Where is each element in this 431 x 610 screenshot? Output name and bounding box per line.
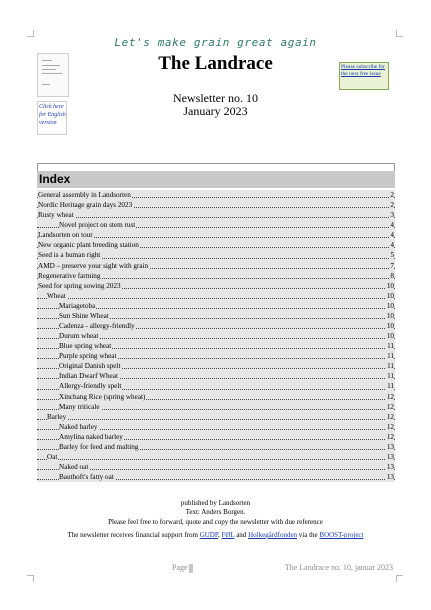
margin-corner-bottom-right — [396, 575, 403, 582]
toc-entry-label: Blue spring wheat — [59, 342, 112, 351]
toc-entry-page: 13 — [386, 453, 394, 462]
toc-entry[interactable] — [37, 301, 395, 311]
margin-corner-bottom-left — [27, 575, 34, 582]
toc-entry[interactable] — [37, 281, 395, 291]
toc-entry-label: Mariagetoba — [59, 301, 96, 310]
english-version-link[interactable]: Click here for English version — [37, 101, 67, 135]
published-by: published by Landsorten — [180, 499, 251, 507]
toc-entry-page: 12 — [386, 392, 394, 401]
sponsor-separator: , — [217, 531, 220, 539]
page-footer-label — [172, 563, 193, 573]
toc-entry[interactable] — [37, 200, 395, 210]
toc-entry[interactable] — [37, 361, 395, 371]
support-via: via the — [298, 531, 318, 539]
toc-entry[interactable] — [37, 250, 395, 260]
toc-entry-label: General assembly in Landsorten — [38, 191, 131, 199]
index-heading: Index — [37, 171, 395, 188]
toc-entry-page: 13 — [386, 442, 394, 451]
toc-entry[interactable] — [37, 412, 395, 422]
toc-entry-label: Wheat — [47, 291, 66, 300]
toc-entry-page: 8 — [390, 271, 394, 280]
issue-date: January 2023 — [183, 104, 248, 118]
toc-entry-label: New organic plant breeding station — [38, 241, 139, 250]
toc-entry[interactable] — [37, 331, 395, 341]
support-prefix: The newsletter receives financial support from — [67, 531, 198, 539]
toc-entry-page: 12 — [386, 432, 394, 441]
table-of-contents — [37, 190, 395, 482]
toc-entry-label: Seed for spring sowing 2023 — [38, 281, 121, 290]
toc-entry-label: Xinchang Rice (spring wheat) — [59, 392, 146, 401]
toc-entry-label: Purple spring wheat — [59, 352, 117, 361]
toc-entry-label: Regenerative farming — [38, 271, 101, 280]
toc-entry[interactable] — [37, 432, 395, 442]
toc-entry-label: Indian Dwarf Wheat — [59, 372, 118, 381]
toc-entry-page: 13 — [386, 473, 394, 482]
toc-entry[interactable] — [37, 452, 395, 462]
toc-entry-page: 11 — [387, 362, 394, 371]
toc-entry[interactable] — [37, 240, 395, 250]
toc-entry-page: 7 — [390, 261, 394, 270]
toc-entry-label: Naked oat — [59, 463, 89, 472]
cover-thumbnail-image — [37, 53, 69, 97]
toc-entry[interactable] — [37, 462, 395, 472]
page-number-field — [189, 564, 193, 573]
sponsor-fol-link[interactable]: FØL — [221, 531, 235, 539]
issue-info — [0, 92, 431, 118]
toc-entry-page: 10 — [386, 291, 394, 300]
toc-entry-page: 12 — [386, 412, 394, 421]
sponsor-holkegard-link[interactable]: Holkegårdfonden — [248, 531, 298, 539]
toc-entry-label: Oat — [47, 453, 58, 462]
text-author: Text: Anders Borgen. — [185, 508, 246, 516]
toc-entry[interactable] — [37, 261, 395, 271]
toc-entry-page: 10 — [386, 322, 394, 331]
forward-note: Please feel free to forward, quote and copy the newsletter with due reference — [108, 518, 323, 526]
newsletter-number: Newsletter no. 10 — [173, 91, 258, 105]
toc-entry-label: Original Danish spelt — [59, 362, 121, 371]
toc-leader-dots — [37, 469, 395, 470]
toc-entry-label: Barley for feed and malting — [59, 442, 139, 451]
toc-entry-page: 10 — [386, 311, 394, 320]
slogan: Let's make grain great again — [114, 36, 317, 49]
toc-entry-page: 4 — [390, 231, 394, 240]
support-note — [0, 531, 431, 539]
toc-entry[interactable] — [37, 422, 395, 432]
toc-entry[interactable] — [37, 271, 395, 281]
toc-entry[interactable] — [37, 311, 395, 321]
toc-entry-label: AMD – preserve your sight with grain — [38, 261, 149, 270]
toc-entry-page: 11 — [387, 352, 394, 361]
toc-entry-page: 4 — [390, 221, 394, 230]
toc-entry-page: 10 — [386, 301, 394, 310]
toc-entry[interactable] — [37, 402, 395, 412]
toc-entry-page: 2 — [390, 191, 394, 199]
toc-entry[interactable] — [37, 371, 395, 381]
toc-entry-page: 11 — [387, 382, 394, 391]
toc-entry[interactable] — [37, 392, 395, 402]
toc-entry[interactable] — [37, 321, 395, 331]
subscribe-link[interactable]: Please subscribe for the next free issue — [339, 62, 389, 90]
toc-entry-page: 12 — [386, 402, 394, 411]
toc-entry[interactable] — [37, 230, 395, 240]
toc-entry[interactable] — [37, 210, 395, 220]
page-label: Page — [172, 563, 188, 572]
newsletter-title: The Landrace — [158, 53, 273, 74]
toc-entry-label: Bauthoft's fatty oat — [59, 473, 114, 482]
toc-entry-label: Durum wheat — [59, 332, 99, 341]
toc-entry-page: 12 — [386, 422, 394, 431]
toc-entry[interactable] — [37, 190, 395, 200]
toc-entry[interactable] — [37, 472, 395, 482]
toc-entry[interactable] — [37, 351, 395, 361]
sponsor-gudp-link[interactable]: GUDP — [199, 531, 218, 539]
toc-entry-label: Seed is a human right — [38, 251, 101, 260]
toc-entry-label: Cadenza - allergy-friendly — [59, 322, 135, 331]
toc-entry-page: 5 — [390, 251, 394, 260]
toc-leader-dots — [37, 459, 395, 460]
toc-entry-label: Naked barley — [59, 422, 98, 431]
toc-entry-page: 10 — [386, 281, 394, 290]
toc-entry-label: Allergy-friendly spelt — [59, 382, 122, 391]
toc-entry-label: Many triticale — [59, 402, 100, 411]
toc-entry-page: 3 — [390, 211, 394, 220]
toc-leader-dots — [37, 217, 395, 218]
toc-entry-page: 2 — [390, 201, 394, 210]
boost-project-link[interactable]: BOOST-project — [319, 531, 364, 539]
toc-leader-dots — [37, 419, 395, 420]
toc-entry[interactable] — [37, 381, 395, 391]
toc-entry[interactable] — [37, 442, 395, 452]
toc-entry-page: 4 — [390, 241, 394, 250]
toc-entry-label: Novel project on stem rust — [59, 221, 136, 230]
toc-entry-label: Rusty wheat — [38, 211, 74, 220]
toc-entry[interactable] — [37, 291, 395, 301]
toc-entry-page: 10 — [386, 332, 394, 341]
sponsor-and: and — [236, 531, 247, 539]
toc-leader-dots — [37, 298, 395, 299]
toc-entry-page: 11 — [387, 342, 394, 351]
toc-entry-label: Landsorten on tour — [38, 231, 93, 240]
running-title: The Landrace no. 10, januar 2023 — [284, 563, 393, 572]
toc-entry-page: 13 — [386, 463, 394, 472]
toc-entry-label: Barley — [47, 412, 67, 421]
toc-entry-page: 11 — [387, 372, 394, 381]
toc-entry[interactable] — [37, 341, 395, 351]
toc-entry-label: Nordic Heritage grain days 2023 — [38, 201, 133, 210]
toc-entry-label: Sun Shine Wheat — [59, 311, 109, 320]
toc-entry[interactable] — [37, 220, 395, 230]
toc-entry-label: Amylina naked barley — [59, 432, 123, 441]
